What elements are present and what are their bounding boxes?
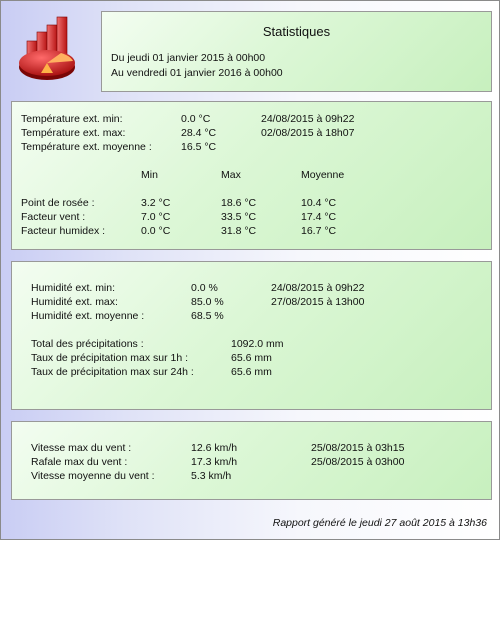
dewpoint-max: 18.6 °C — [221, 197, 257, 209]
rain-total-label: Total des précipitations : — [31, 338, 144, 350]
wind-gust-value: 17.3 km/h — [191, 456, 238, 468]
humidex-max: 31.8 °C — [221, 225, 257, 237]
column-header-min: Min — [141, 169, 158, 181]
period-end: Au vendredi 01 janvier 2016 à 00h00 — [111, 67, 283, 79]
temp-min-value: 0.0 °C — [181, 113, 211, 125]
wind-max-date: 25/08/2015 à 03h15 — [311, 442, 405, 454]
temp-min-label: Température ext. min: — [21, 113, 123, 125]
rain-rate-24h-value: 65.6 mm — [231, 366, 272, 378]
humidity-avg-value: 68.5 % — [191, 310, 224, 322]
humidex-min: 0.0 °C — [141, 225, 171, 237]
temp-max-value: 28.4 °C — [181, 127, 217, 139]
temp-min-date: 24/08/2015 à 09h22 — [261, 113, 355, 125]
column-header-avg: Moyenne — [301, 169, 345, 181]
rain-rate-1h-value: 65.6 mm — [231, 352, 272, 364]
wind-panel — [11, 421, 492, 500]
windchill-min: 7.0 °C — [141, 211, 171, 223]
wind-gust-label: Rafale max du vent : — [31, 456, 128, 468]
wind-gust-date: 25/08/2015 à 03h00 — [311, 456, 405, 468]
windchill-max: 33.5 °C — [221, 211, 257, 223]
temp-avg-value: 16.5 °C — [181, 141, 217, 153]
report-header-panel — [101, 11, 492, 92]
wind-avg-value: 5.3 km/h — [191, 470, 232, 482]
dewpoint-label: Point de rosée : — [21, 197, 95, 209]
wind-avg-label: Vitesse moyenne du vent : — [31, 470, 155, 482]
temperature-panel — [11, 101, 492, 250]
windchill-label: Facteur vent : — [21, 211, 86, 223]
humidity-max-date: 27/08/2015 à 13h00 — [271, 296, 365, 308]
period-start: Du jeudi 01 janvier 2015 à 00h00 — [111, 52, 266, 64]
report-generated-footer: Rapport généré le jeudi 27 août 2015 à 13h36 — [272, 517, 487, 529]
humidity-min-date: 24/08/2015 à 09h22 — [271, 282, 365, 294]
wind-max-value: 12.6 km/h — [191, 442, 238, 454]
humidex-avg: 16.7 °C — [301, 225, 337, 237]
humidex-label: Facteur humidex : — [21, 225, 106, 237]
column-header-max: Max — [221, 169, 241, 181]
temp-avg-label: Température ext. moyenne : — [21, 141, 152, 153]
humidity-min-value: 0.0 % — [191, 282, 218, 294]
humidity-rain-panel — [11, 261, 492, 410]
dewpoint-avg: 10.4 °C — [301, 197, 337, 209]
rain-rate-1h-label: Taux de précipitation max sur 1h : — [31, 352, 188, 364]
rain-total-value: 1092.0 mm — [231, 338, 284, 350]
humidity-max-value: 85.0 % — [191, 296, 224, 308]
humidity-avg-label: Humidité ext. moyenne : — [31, 310, 145, 322]
wind-max-label: Vitesse max du vent : — [31, 442, 132, 454]
temp-max-label: Température ext. max: — [21, 127, 126, 139]
report-title: Statistiques — [262, 24, 331, 39]
dewpoint-min: 3.2 °C — [141, 197, 171, 209]
humidity-max-label: Humidité ext. max: — [31, 296, 118, 308]
rain-rate-24h-label: Taux de précipitation max sur 24h : — [31, 366, 194, 378]
humidity-min-label: Humidité ext. min: — [31, 282, 116, 294]
temp-max-date: 02/08/2015 à 18h07 — [261, 127, 355, 139]
bar-pie-chart-icon — [17, 15, 81, 81]
windchill-avg: 17.4 °C — [301, 211, 337, 223]
